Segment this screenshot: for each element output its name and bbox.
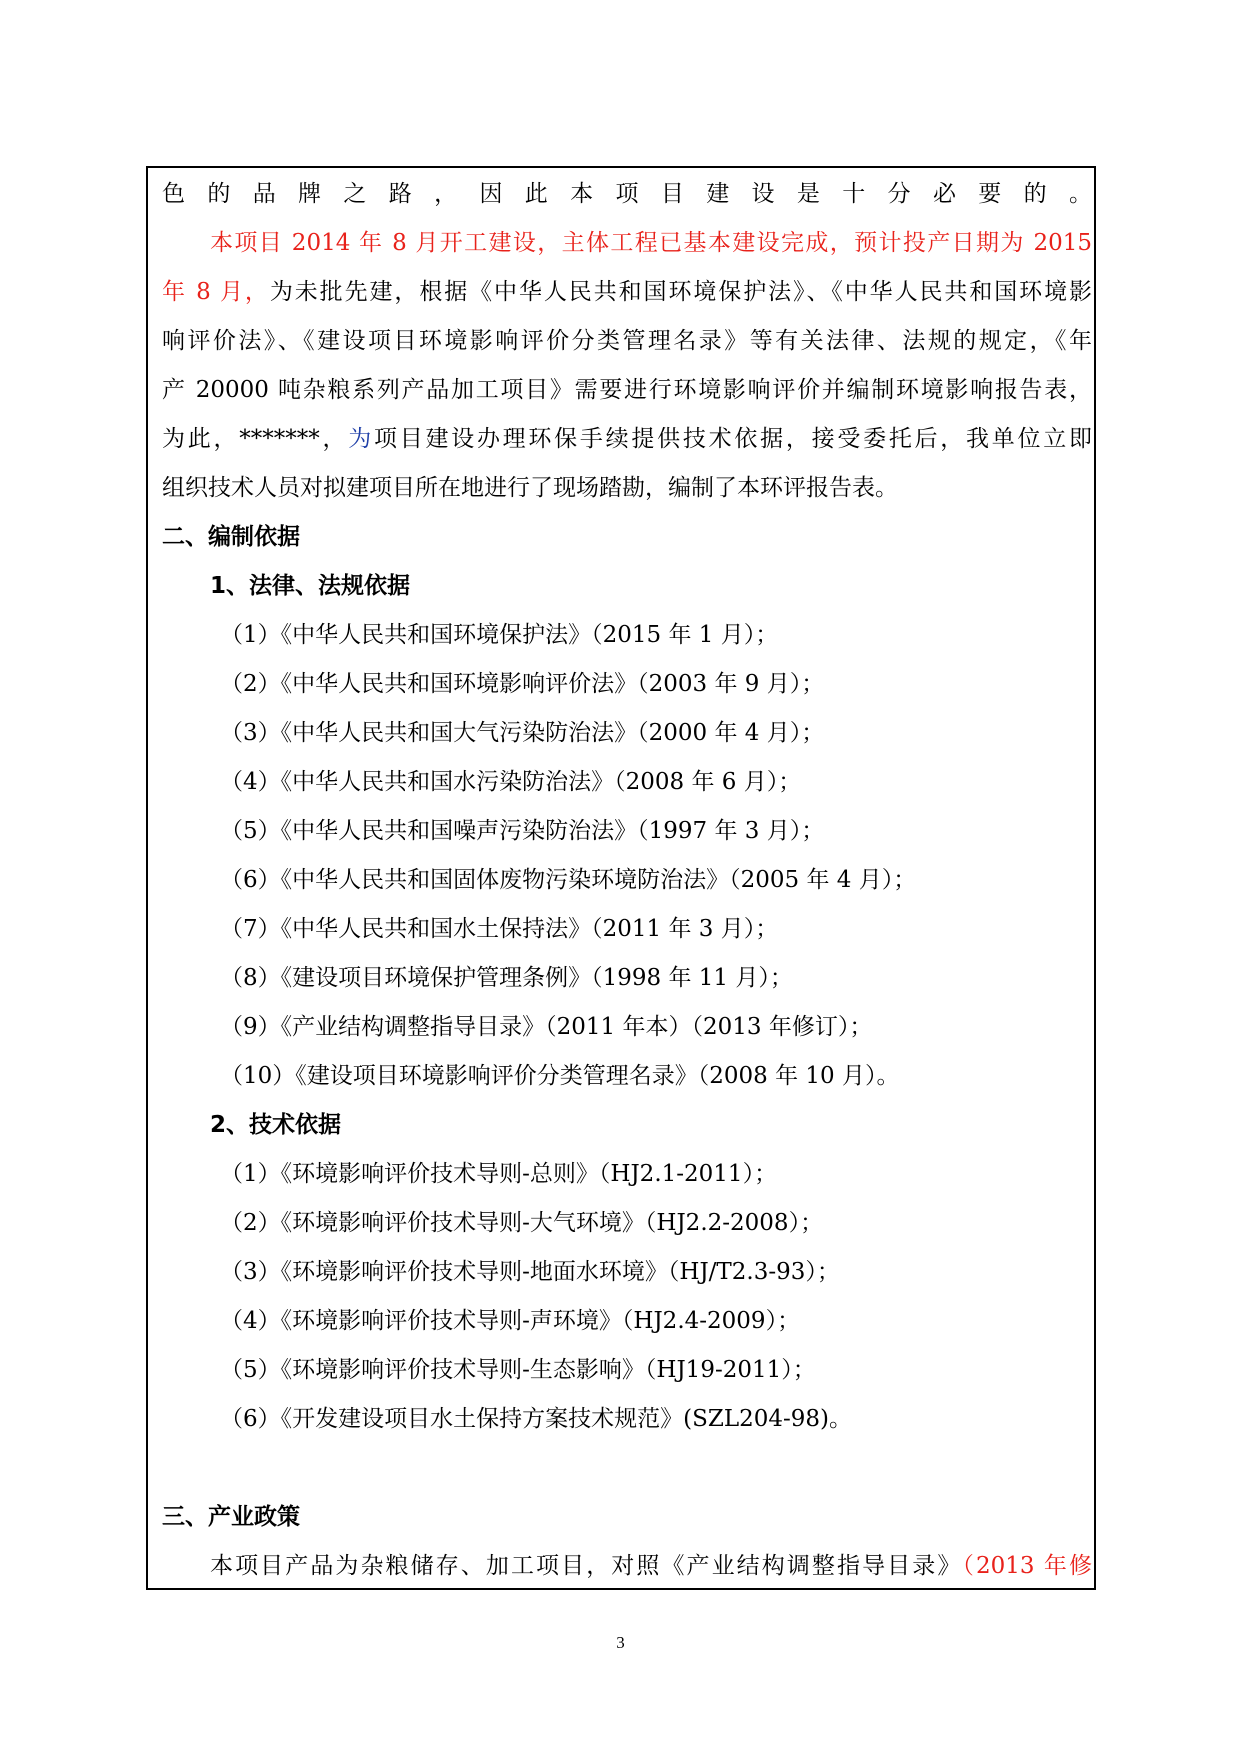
list-item: （9）《产业结构调整指导目录》（2011 年本）（2013 年修订）； [220, 1014, 873, 1040]
list-item: （1）《环境影响评价技术导则-总则》（HJ2.1-2011）； [220, 1161, 778, 1187]
list-item: （2）《中华人民共和国环境影响评价法》（2003 年 9 月）； [220, 671, 825, 697]
list-item: （6）《开发建设项目水土保持方案技术规范》(SZL204-98)。 [220, 1406, 853, 1432]
list-item: （1）《中华人民共和国环境保护法》（2015 年 1 月）； [220, 622, 779, 648]
paragraph-line: 本项目产品为杂粮储存、加工项目，对照《产业结构调整指导目录》（2013 年修 [210, 1553, 1092, 1579]
blank-line [162, 1444, 1092, 1493]
section-heading: 二、编制依据 [162, 524, 300, 550]
paragraph-line: 色的品牌之路，因此本项目建设是十分必要的。 [162, 181, 1092, 207]
list-item: （4）《中华人民共和国水污染防治法》（2008 年 6 月）； [220, 769, 802, 795]
paragraph-line: 组织技术人员对拟建项目所在地进行了现场踏勘，编制了本环评报告表。 [162, 475, 898, 501]
list-item: （8）《建设项目环境保护管理条例》（1998 年 11 月）； [220, 965, 793, 991]
list-item: （10）《建设项目环境影响评价分类管理名录》（2008 年 10 月）。 [220, 1063, 900, 1089]
list-item: （4）《环境影响评价技术导则-声环境》（HJ2.4-2009）； [220, 1308, 801, 1334]
subsection-heading: 1、法律、法规依据 [210, 573, 411, 599]
list-item: （7）《中华人民共和国水土保持法》（2011 年 3 月）； [220, 916, 779, 942]
paragraph-line: 响评价法》、《建设项目环境影响评价分类管理名录》等有关法律、法规的规定，《年 [162, 328, 1092, 354]
subsection-heading: 2、技术依据 [210, 1112, 342, 1138]
paragraph-line: 为此，*******，为项目建设办理环保手续提供技术依据，接受委托后，我单位立即 [162, 426, 1092, 452]
list-item: （2）《环境影响评价技术导则-大气环境》（HJ2.2-2008）； [220, 1210, 824, 1236]
paragraph-line: 产 20000 吨杂粮系列产品加工项目》需要进行环境影响评价并编制环境影响报告表， [162, 377, 1092, 403]
page-number: 3 [616, 1633, 625, 1652]
section-heading: 三、产业政策 [162, 1504, 300, 1530]
list-item: （3）《环境影响评价技术导则-地面水环境》（HJ/T2.3-93）； [220, 1259, 840, 1285]
list-item: （5）《中华人民共和国噪声污染防治法》（1997 年 3 月）； [220, 818, 825, 844]
list-item: （6）《中华人民共和国固体废物污染环境防治法》（2005 年 4 月）； [220, 867, 917, 893]
list-item: （5）《环境影响评价技术导则-生态影响》（HJ19-2011）； [220, 1357, 816, 1383]
list-item: （3）《中华人民共和国大气污染防治法》（2000 年 4 月）； [220, 720, 825, 746]
paragraph-line: 年 8 月，为未批先建，根据《中华人民共和国环境保护法》、《中华人民共和国环境影 [162, 279, 1092, 305]
document-body [162, 170, 1092, 1591]
paragraph-line: 本项目 2014 年 8 月开工建设，主体工程已基本建设完成，预计投产日期为 2015 [210, 230, 1092, 256]
